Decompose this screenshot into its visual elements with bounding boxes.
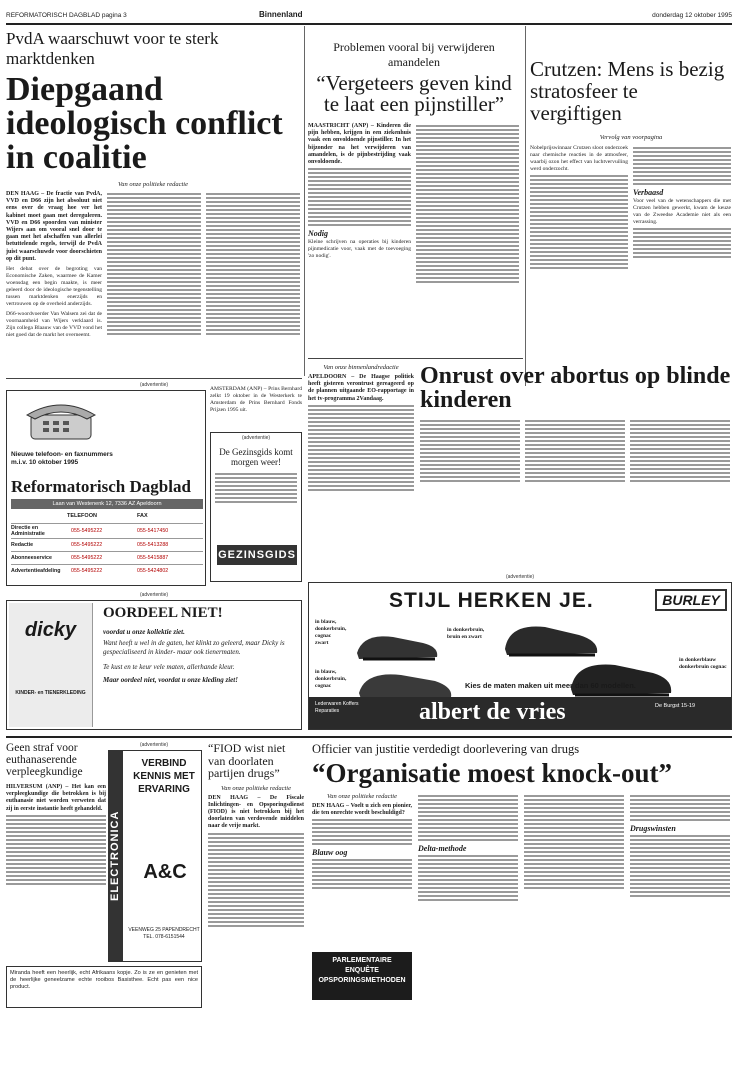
telephone-icon xyxy=(21,397,101,443)
article-amsterdam xyxy=(210,386,302,414)
article-headline: “Organisatie moest knock-out” xyxy=(312,758,672,788)
ad-text: Maar oordeel niet, voordat u onze kleding ziet! xyxy=(103,676,238,684)
phone-table xyxy=(11,523,203,577)
ad-brand-logo: A&C xyxy=(143,861,187,883)
ad-text: Te kust en te keur vele maten, allerhande kleur. xyxy=(103,663,235,671)
advert-label: (advertentie) xyxy=(241,435,271,441)
ad-store-name: albert de vries xyxy=(419,699,566,725)
article-kicker: “FIOD wist niet van doorlaten partijen drugs” xyxy=(208,741,286,780)
ad-electronica xyxy=(108,750,202,962)
table-row: Abonneeservice 055-5495222 055-5415887 xyxy=(11,551,203,564)
ad-footer: KINDER- en TIENERKLEDING xyxy=(15,690,86,696)
article-fiod xyxy=(208,742,304,929)
ad-announcement: Nieuwe telefoon- en faxnummers m.i.v. 10 oktober 1995 xyxy=(11,451,113,466)
ad-text: De Burgst 15-19 xyxy=(655,703,696,709)
ad-dicky xyxy=(6,600,302,730)
article-headline: “Vergeteers geven kind te laat een pijnstiller” xyxy=(316,71,512,116)
shoe-image xyxy=(353,623,441,663)
masthead-rule xyxy=(6,23,732,25)
ad-burley xyxy=(308,582,732,730)
table-row: Advertentieafdeling 055-5495222 055-5424802 xyxy=(11,564,203,577)
article-subhead: Blauw oog xyxy=(312,848,348,858)
article-subhead: Delta-methode xyxy=(418,844,467,853)
article-byline: Vervolg van voorpagina xyxy=(599,134,663,141)
ad-brand-title: Reformatorisch Dagblad xyxy=(11,477,191,496)
column-header-fax: FAX xyxy=(137,513,148,519)
section-title: Binnenland xyxy=(259,10,303,19)
article-paragraph: Kleine schrijven na operaties bij kinderen pijnmedicatie voor, vaak met de toevoeging 'zo nodig'. xyxy=(308,239,411,260)
advert-label: (advertentie) xyxy=(505,574,535,580)
ad-brand-logo: GEZINSGIDS xyxy=(217,545,297,565)
advert-label: (advertentie) xyxy=(139,592,169,598)
article-knockout xyxy=(312,742,732,984)
article-subhead: Drugswinsten xyxy=(630,824,676,833)
article-kicker: Geen straf voor euthanaserende verpleegkundige xyxy=(6,742,83,778)
article-pvda xyxy=(6,29,300,339)
ad-vertical-brand: ELECTRONICA xyxy=(109,751,123,961)
table-row: Redactie 055-5495222 055-5413288 xyxy=(11,538,203,551)
ad-text: Lederwaren Koffers Reparaties xyxy=(315,701,359,714)
article-headline: Crutzen: Mens is bezig stratosfeer te vergiftigen xyxy=(530,57,725,125)
ad-text: voordat u onze kollektie ziet. xyxy=(103,628,185,636)
article-lead: DEN HAAG – De Fiscale Inlichtingen- en Opsporingsdienst (FIOD) is niet betrokken bij het doorlaten van verdovende middelen naar de vrije markt. xyxy=(208,794,304,830)
article-byline: Van onze politieke redactie xyxy=(327,793,397,800)
ad-text: in donkerblauw donkerbruin cognac xyxy=(679,657,727,670)
article-byline: Van onze politieke redactie xyxy=(221,784,291,792)
article-column-text xyxy=(107,191,201,339)
section-rule xyxy=(6,736,732,738)
ad-reformatorisch-dagblad xyxy=(6,390,206,586)
column-divider xyxy=(304,26,305,376)
article-headline: Onrust over abortus op blinde kinderen xyxy=(420,363,731,413)
ad-title: De Gezinsgids komt morgen weer! xyxy=(219,447,293,467)
ad-slogan: STIJL HERKEN JE. xyxy=(389,589,594,612)
paper-name: REFORMATORISCH DAGBLAD pagina 3 xyxy=(6,12,127,19)
ad-text: in donkerbruin, bruin en zwart xyxy=(447,627,485,640)
article-abortus xyxy=(308,364,732,493)
article-headline: Diepgaand ideologisch conflict in coalitie xyxy=(6,71,283,176)
ad-brand-logo: BURLEY xyxy=(655,589,727,611)
article-pijnstiller xyxy=(308,40,520,285)
section-rule xyxy=(308,358,523,359)
column-divider xyxy=(525,26,526,386)
article-lead: DEN HAAG – Voelt u zich een pionier, die ten onrechte wordt beschuldigd? xyxy=(312,803,412,817)
article-paragraph: Het debat over de begroting van Economische Zaken, waarmee de Kamer woensdag een begin maakte, is meer geleerd door de ideologische tegenstelling tussen marktdenken enerzijds en vertrouwen op de overheid anderzijds. xyxy=(6,266,102,308)
column-header-telefoon: TELEFOON xyxy=(67,513,97,519)
ad-promo: Kies de maten maken uit meer dan 60 modellen. xyxy=(465,681,636,690)
article-paragraph: Voor veel van de wetenschappers die met Crutzen hebben gewerkt, kwam de keuze van de Zweedse Academie niet als een verrassing. xyxy=(633,198,731,225)
article-lead: APELDOORN – De Haagse politiek heeft gisteren verontrust gereageerd op de plannen uitgaande EO-rapportage in het tv-programma 2Vandaag. xyxy=(308,374,414,402)
shoe-image xyxy=(567,655,675,699)
ad-text: in blauw, donkerbruin, cognac zwart xyxy=(315,619,347,646)
page-masthead xyxy=(6,8,732,22)
article-byline: Van onze binnenlandredactie xyxy=(323,364,399,371)
article-lead: HILVERSUM (ANP) – Het kan een verpleegkundige die betrokken is bij euthanasie niet worden verweten dat zij in eerste instantie heeft gehandeld. xyxy=(6,784,106,812)
ad-contact: VEENWEG 25 PAPENDRECHT TEL. 078-6151544 xyxy=(128,927,200,940)
article-euthanasie xyxy=(6,742,106,887)
table-row: Directie en Administratie 055-5495222 055-5417450 xyxy=(11,523,203,538)
ad-brand-logo: dicky xyxy=(24,619,77,641)
ad-gezinsgids xyxy=(210,432,302,582)
article-paragraph: D66-woordvoerder Van Walsem zei dat de voornaamheid van Wijers verklaard is. Zijn collega Blaauw van de VVD vond het niet goed dat de markt het overneemt. xyxy=(6,311,102,339)
shoe-image xyxy=(501,615,601,659)
article-subhead: Verbaasd xyxy=(633,188,664,197)
ad-title: OORDEEL NIET! xyxy=(103,605,223,621)
article-lead: DEN HAAG – De fractie van PvdA, VVD en D66 zijn het absoluut niet eens over de vraag hoe ver het kabinet moet gaan met dereguleren. VVD en D66 spoorden van minister Wijers aan om vooral snel door te gaan met het afschaffen van allerlei betuttelende regels, terwijl de PvdA juist waarschuwde voor doorschieten op dit punt. xyxy=(6,191,102,262)
section-rule xyxy=(6,378,302,379)
article-byline: Van onze politieke redactie xyxy=(118,181,188,188)
article-subhead: Nodig xyxy=(308,229,328,239)
ad-store-bar xyxy=(309,697,731,729)
classified-text: Miranda heeft een heerlijk, echt Afrikaans kopje. Zo is ze en genieten met de heerlijke geneelzame echte rooibos Basisthee. Echt pas een nice product. xyxy=(10,970,198,990)
article-kicker: Problemen vooral bij verwijderen amandelen xyxy=(333,40,495,69)
issue-date: donderdag 12 oktober 1995 xyxy=(652,12,732,19)
ad-text: in blauw, donkerbruin, cognac xyxy=(315,669,347,689)
classified-ad xyxy=(6,966,202,1008)
ad-address: Laan van Westenenk 12, 7336 AZ Apeldoorn xyxy=(11,499,203,509)
article-kicker: Officier van justitie verdedigt doorlevering van drugs xyxy=(312,742,580,756)
article-paragraph: AMSTERDAM (ANP) – Prins Bernhard zelkt 19 oktober in de Westerkerk te Amsterdam de Prins Bernhard Fonds Prijzen 1995 uit. xyxy=(210,386,302,413)
article-crutzen xyxy=(530,58,732,271)
article-lead: MAASTRICHT (ANP) – Kinderen die pijn hebben, krijgen in een ziekenhuis vaak een onvoldoende pijnstiller. In het bijzonder na het verwijderen van amandelen, is de pijnbestrijding vaak onvoldoende. xyxy=(308,123,411,166)
enquete-promo-box: PARLEMENTAIRE ENQUÊTE OPSPORINGSMETHODEN xyxy=(312,952,412,1000)
advert-label: (advertentie) xyxy=(139,382,169,388)
article-kicker: PvdA waarschuwt voor te sterk marktdenken xyxy=(6,29,219,68)
ad-title: VERBIND KENNIS MET ERVARING xyxy=(133,758,195,795)
advert-label: (advertentie) xyxy=(139,742,169,748)
article-paragraph: Nobelprijswinnaar Crutzen sloot onderzoek naar chemische reacties in de atmosfeer, waarbij ozon het effect van luchtvervuiling werd onderzocht. xyxy=(530,145,628,172)
article-column-text xyxy=(206,191,300,339)
ad-text: Want heeft u wel in de gaten, het klinkt zo geleerd, maar Dicky is gespecialiseerd in kinder- maar ook tienermaten. xyxy=(103,639,285,656)
article-column-text xyxy=(416,123,519,285)
